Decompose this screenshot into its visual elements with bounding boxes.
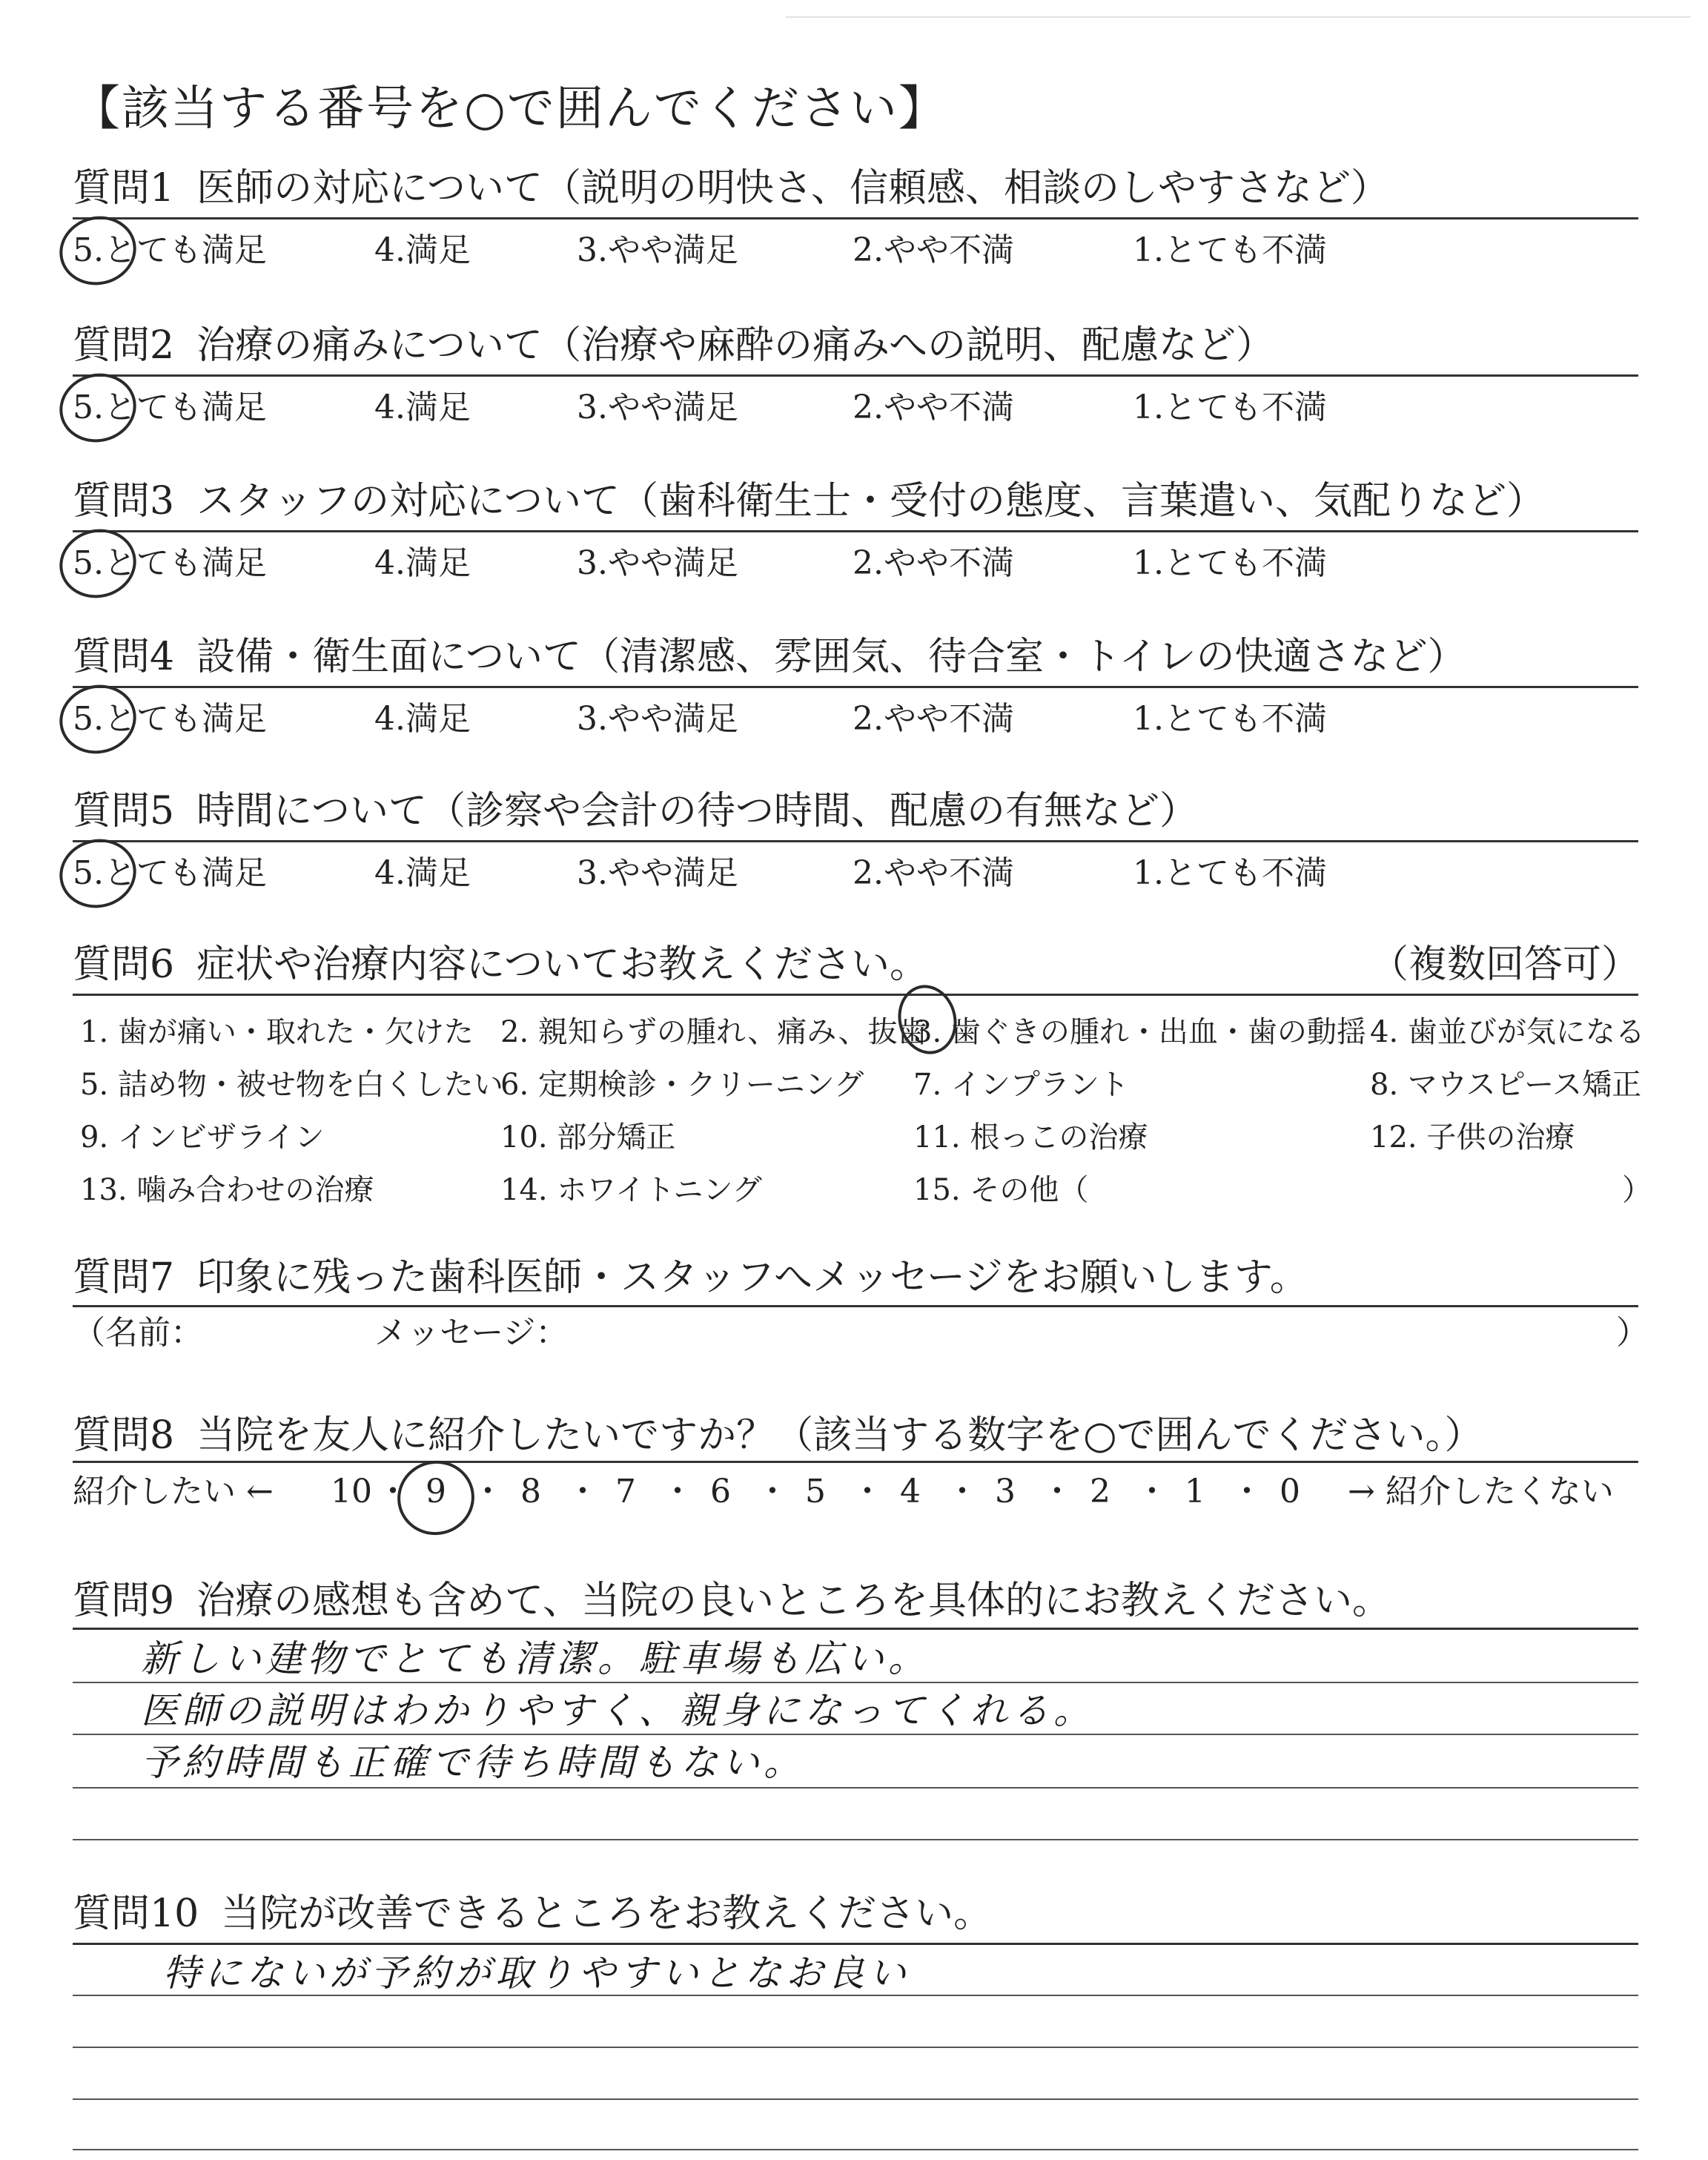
q10-writing-line <box>73 2149 1638 2150</box>
q1-title <box>73 166 1389 211</box>
q6-item-4[interactable]: 4. 歯並びが気になる <box>1370 1015 1645 1049</box>
q10-rule <box>73 1943 1638 1945</box>
q8-scale-separator: ・ <box>566 1473 599 1510</box>
q3-option[interactable]: 4.満足 <box>374 544 471 582</box>
q8-scale-value[interactable]: 7 <box>615 1473 636 1510</box>
q8-scale-value[interactable]: 9 <box>426 1473 446 1510</box>
q6-item-3[interactable]: 3. 歯ぐきの腫れ・出血・歯の動揺 <box>913 1015 1366 1049</box>
q8-text: 当院を友人に紹介したいですか？（該当する数字を○で囲んでください。） <box>196 1413 1483 1458</box>
q5-option[interactable]: 5.とても満足 <box>73 854 267 892</box>
q9-answer-line: 予約時間も正確で待ち時間もない。 <box>141 1741 805 1784</box>
q3-rule <box>73 530 1638 532</box>
q9-writing-line <box>73 1734 1638 1735</box>
q1-number: 質問1 <box>73 166 175 211</box>
q7-title <box>73 1255 1308 1300</box>
q8-scale-separator: ・ <box>377 1473 409 1510</box>
q1-text: 医師の対応について（説明の明快さ、信頼感、相談のしやすさなど） <box>196 166 1389 211</box>
q8-scale-value[interactable]: 3 <box>995 1473 1016 1510</box>
q6-item-11[interactable]: 11. 根っこの治療 <box>913 1120 1148 1155</box>
q4-number: 質問4 <box>73 635 175 679</box>
q8-scale-separator: ・ <box>471 1473 504 1510</box>
q8-left-label: 紹介したい ← <box>73 1473 274 1510</box>
q7-text: 印象に残った歯科医師・スタッフへメッセージをお願いします。 <box>196 1255 1308 1300</box>
q4-option[interactable]: 5.とても満足 <box>73 700 267 738</box>
q8-scale <box>73 1473 1638 1517</box>
q2-option[interactable]: 4.満足 <box>374 389 471 426</box>
q6-note: （複数回答可） <box>1370 942 1641 987</box>
q2-text: 治療の痛みについて（治療や麻酔の痛みへの説明、配慮など） <box>196 323 1275 368</box>
q5-number: 質問5 <box>73 789 175 833</box>
q9-number: 質問9 <box>73 1579 175 1623</box>
q5-option[interactable]: 2.やや不満 <box>853 854 1014 892</box>
q9-writing-line <box>73 1787 1638 1789</box>
q7-rule <box>73 1305 1638 1307</box>
q1-option[interactable]: 4.満足 <box>374 231 471 269</box>
q10-writing-line <box>73 2098 1638 2100</box>
q8-scale-value[interactable]: 5 <box>805 1473 826 1510</box>
q10-title <box>73 1892 993 1936</box>
q3-text: スタッフの対応について（歯科衛生士・受付の態度、言葉遣い、気配りなど） <box>196 479 1546 524</box>
q4-selection-circle <box>52 677 143 762</box>
q4-option[interactable]: 1.とても不満 <box>1133 700 1327 738</box>
q9-text: 治療の感想も含めて、当院の良いところを具体的にお教えください。 <box>196 1579 1391 1623</box>
q4-rule <box>73 686 1638 688</box>
q8-scale-separator: ・ <box>661 1473 694 1510</box>
q6-number: 質問6 <box>73 942 175 987</box>
q9-answer-line: 医師の説明はわかりやすく、親身になってくれる。 <box>141 1689 1095 1732</box>
q6-item-12[interactable]: 12. 子供の治療 <box>1370 1120 1575 1155</box>
top-border <box>786 16 1690 18</box>
q6-other-close-paren: ） <box>1622 1173 1652 1207</box>
q8-scale-value[interactable]: 6 <box>710 1473 731 1510</box>
q5-rule <box>73 840 1638 842</box>
q6-item-2[interactable]: 2. 親知らずの腫れ、痛み、抜歯 <box>500 1015 927 1049</box>
q2-title <box>73 323 1275 368</box>
q8-scale-separator: ・ <box>1136 1473 1168 1510</box>
q2-option[interactable]: 3.やや満足 <box>577 389 738 426</box>
q2-rule <box>73 374 1638 377</box>
q6-item-1[interactable]: 1. 歯が痛い・取れた・欠けた <box>80 1015 474 1049</box>
q2-option[interactable]: 2.やや不満 <box>853 389 1014 426</box>
q9-rule <box>73 1628 1638 1630</box>
q7-number: 質問7 <box>73 1255 175 1300</box>
q8-scale-separator: ・ <box>851 1473 884 1510</box>
q6-item-14[interactable]: 14. ホワイトニング <box>500 1173 762 1207</box>
q5-option[interactable]: 1.とても不満 <box>1133 854 1327 892</box>
q8-title <box>73 1413 1483 1458</box>
q6-item-10[interactable]: 10. 部分矯正 <box>500 1120 676 1155</box>
q5-title <box>73 789 1199 833</box>
q6-item-8[interactable]: 8. マウスピース矯正 <box>1370 1068 1642 1102</box>
q10-number: 質問10 <box>73 1892 199 1936</box>
q1-option[interactable]: 5.とても満足 <box>73 231 267 269</box>
q8-scale-separator: ・ <box>946 1473 979 1510</box>
q5-selection-circle <box>52 831 143 916</box>
q3-number: 質問3 <box>73 479 175 524</box>
q7-message-label: メッセージ： <box>374 1314 569 1352</box>
q7-close-paren: ） <box>1616 1314 1649 1352</box>
q10-writing-line <box>73 1995 1638 1996</box>
q8-scale-value[interactable]: 8 <box>520 1473 541 1510</box>
q9-answer-line: 新しい建物でとても清潔。駐車場も広い。 <box>141 1637 930 1680</box>
q6-text: 症状や治療内容についてお教えください。 <box>196 942 929 987</box>
q6-rule <box>73 994 1638 996</box>
q8-scale-separator: ・ <box>1041 1473 1073 1510</box>
q3-option[interactable]: 5.とても満足 <box>73 544 267 582</box>
q8-selection-circle <box>389 1453 482 1543</box>
q3-option[interactable]: 1.とても不満 <box>1133 544 1327 582</box>
q7-name-label: （名前： <box>73 1314 203 1352</box>
q4-option[interactable]: 2.やや不満 <box>853 700 1014 738</box>
q4-option[interactable]: 3.やや満足 <box>577 700 738 738</box>
q3-option[interactable]: 2.やや不満 <box>853 544 1014 582</box>
q4-option[interactable]: 4.満足 <box>374 700 471 738</box>
q8-scale-value[interactable]: 1 <box>1185 1473 1205 1510</box>
q5-option[interactable]: 3.やや満足 <box>577 854 738 892</box>
q1-selection-circle <box>52 208 143 293</box>
q8-scale-value[interactable]: 2 <box>1090 1473 1110 1510</box>
q1-option[interactable]: 2.やや不満 <box>853 231 1014 269</box>
q2-selection-circle <box>52 366 143 450</box>
q10-answer-line: 特にないが予約が取りやすいとなお良い <box>163 1952 910 1995</box>
q4-text: 設備・衛生面について（清潔感、雰囲気、待合室・トイレの快適さなど） <box>196 635 1466 679</box>
q9-title <box>73 1579 1391 1623</box>
q8-scale-value[interactable]: 10 <box>331 1473 372 1510</box>
q2-number: 質問2 <box>73 323 175 368</box>
q3-option[interactable]: 3.やや満足 <box>577 544 738 582</box>
q6-item-5[interactable]: 5. 詰め物・被せ物を白くしたい <box>80 1068 503 1102</box>
q8-scale-separator: ・ <box>756 1473 789 1510</box>
q1-option[interactable]: 3.やや満足 <box>577 231 738 269</box>
q8-number: 質問8 <box>73 1413 175 1458</box>
q8-right-label: → 紹介したくない <box>1348 1473 1614 1510</box>
q10-writing-line <box>73 2047 1638 2048</box>
q1-rule <box>73 217 1638 219</box>
q5-option[interactable]: 4.満足 <box>374 854 471 892</box>
q4-title <box>73 635 1466 679</box>
q6-item-6[interactable]: 6. 定期検診・クリーニング <box>500 1068 864 1102</box>
q8-scale-value[interactable]: 4 <box>900 1473 921 1510</box>
q6-item-7[interactable]: 7. インプラント <box>913 1068 1129 1102</box>
q2-option[interactable]: 1.とても不満 <box>1133 389 1327 426</box>
q8-rule <box>73 1461 1638 1463</box>
q6-item-15[interactable]: 15. その他（ <box>913 1173 1089 1207</box>
q8-scale-separator: ・ <box>1231 1473 1263 1510</box>
q6-item-9[interactable]: 9. インビザライン <box>80 1120 325 1155</box>
q6-item-13[interactable]: 13. 噛み合わせの治療 <box>80 1173 374 1207</box>
q9-writing-line <box>73 1839 1638 1840</box>
q8-scale-value[interactable]: 0 <box>1280 1473 1300 1510</box>
q2-option[interactable]: 5.とても満足 <box>73 389 267 426</box>
q6-title <box>73 942 929 987</box>
page-heading: 【該当する番号を○で囲んでください】 <box>73 82 947 136</box>
q3-selection-circle <box>52 521 143 606</box>
q9-writing-line <box>73 1682 1638 1683</box>
q10-text: 当院が改善できるところをお教えください。 <box>221 1892 993 1936</box>
q1-option[interactable]: 1.とても不満 <box>1133 231 1327 269</box>
q5-text: 時間について（診察や会計の待つ時間、配慮の有無など） <box>196 789 1199 833</box>
q3-title <box>73 479 1546 524</box>
